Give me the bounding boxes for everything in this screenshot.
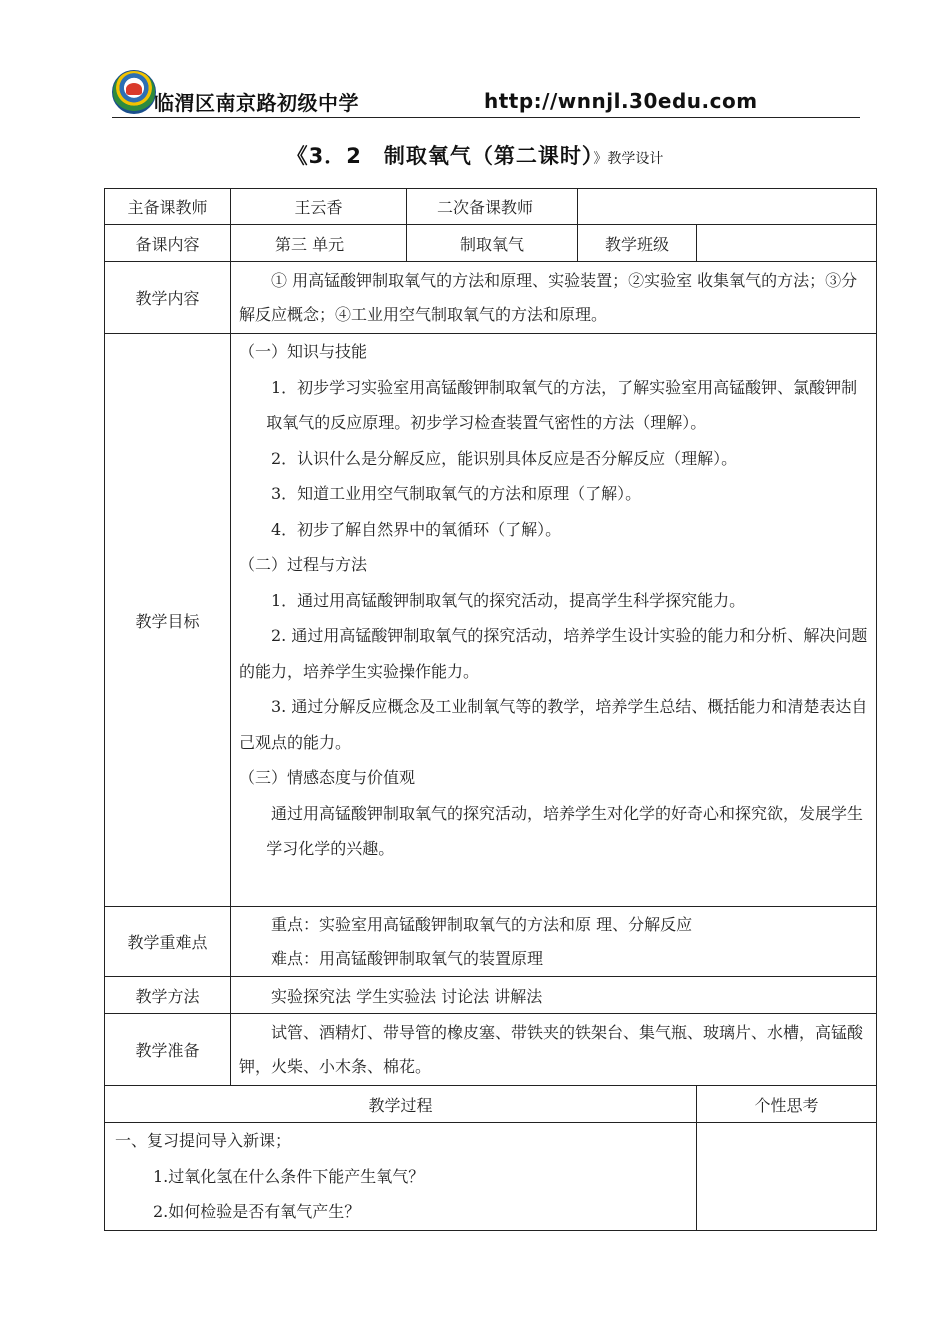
teaching-content-text: ① 用高锰酸钾制取氧气的方法和原理、实验装置；②实验室 收集氧气的方法；③分解反应概念；④工业用空气制取氧气的方法和原理。 (239, 270, 858, 324)
method-row (105, 977, 877, 1014)
process-step-1: 一、复习提问导入新课； (115, 1131, 292, 1150)
lesson-plan-table (104, 188, 877, 1231)
preparation-row (105, 1014, 877, 1086)
class-label: 教学班级 (578, 225, 697, 262)
method-label: 教学方法 (105, 977, 231, 1014)
preparation-cell (231, 1014, 877, 1086)
objective-knowledge-2: 2．认识什么是分解反应，能识别具体反应是否分解反应（理解）。 (271, 448, 738, 468)
process-header: 教学过程 (105, 1086, 697, 1123)
notes-header: 个性思考 (697, 1086, 877, 1123)
objective-knowledge-1: 1．初步学习实验室用高锰酸钾制取氧气的方法，了解实验室用高锰酸钾、氯酸钾制取氧气的反应原理。初步学习检查装置气密性的方法（理解）。 (266, 377, 858, 432)
notes-cell (697, 1123, 877, 1231)
objective-knowledge-3: 3．知道工业用空气制取氧气的方法和原理（了解）。 (271, 484, 642, 503)
method-text: 实验探究法 学生实验法 讨论法 讲解法 (231, 977, 877, 1014)
content-label: 备课内容 (105, 225, 231, 262)
objectives-label: 教学目标 (105, 334, 231, 907)
process-header-row (105, 1086, 877, 1123)
teaching-content-cell (231, 262, 877, 334)
preparation-text: 试管、酒精灯、带导管的橡皮塞、带铁夹的铁架台、集气瓶、玻璃片、水槽，高锰酸钾，火柴、小木条、棉花。 (239, 1022, 864, 1076)
key-points-row (105, 907, 877, 977)
preparation-label: 教学准备 (105, 1014, 231, 1086)
process-cell (105, 1123, 697, 1231)
title-suffix: 》教学设计 (593, 151, 664, 167)
school-url[interactable]: http://wnnjl.30edu.com (484, 89, 758, 113)
document-title (0, 140, 950, 170)
objective-section-process: （二）过程与方法 (239, 555, 368, 574)
objectives-cell (231, 334, 877, 907)
objective-process-3: 3. 通过分解反应概念及工业制氧气等的教学，培养学生总结、概括能力和清楚表达自己观点的能力。 (239, 697, 868, 752)
objective-process-1: 1．通过用高锰酸钾制取氧气的探究活动，提高学生科学探究能力。 (271, 590, 746, 610)
school-logo-icon (112, 70, 156, 114)
objective-process-2: 2. 通过用高锰酸钾制取氧气的探究活动，培养学生设计实验的能力和分析、解决问题的能力，培养学生实验操作能力。 (239, 626, 868, 681)
key-point-difficulty: 难点：用高锰酸钾制取氧气的装置原理 (271, 948, 544, 968)
teaching-content-row (105, 262, 877, 334)
key-points-label: 教学重难点 (105, 907, 231, 977)
process-question-1: 1.过氧化氢在什么条件下能产生氧气？ (153, 1166, 425, 1186)
page-header (112, 70, 860, 118)
teaching-content-label: 教学内容 (105, 262, 231, 334)
objective-section-knowledge: （一）知识与技能 (239, 342, 368, 361)
process-row (105, 1123, 877, 1231)
school-name: 临渭区南京路初级中学 (154, 91, 359, 115)
second-teacher-name (578, 189, 877, 225)
unit-value: 第三 单元 (231, 225, 407, 262)
teacher-label: 主备课教师 (105, 189, 231, 225)
second-teacher-label: 二次备课教师 (407, 189, 578, 225)
objective-attitude-1: 通过用高锰酸钾制取氧气的探究活动，培养学生对化学的好奇心和探究欲，发展学生学习化学的兴趣。 (266, 803, 863, 858)
process-question-2: 2.如何检验是否有氧气产生？ (153, 1202, 361, 1221)
key-point-focus: 重点：实验室用高锰酸钾制取氧气的方法和原 理、分解反应 (271, 914, 693, 934)
topic-value: 制取氧气 (407, 225, 578, 262)
objectives-row (105, 334, 877, 907)
content-row (105, 225, 877, 262)
header-divider (112, 117, 860, 118)
objective-section-attitude: （三）情感态度与价值观 (239, 768, 416, 787)
key-points-cell (231, 907, 877, 977)
class-value (697, 225, 877, 262)
teacher-name: 王云香 (231, 189, 407, 225)
objective-knowledge-4: 4．初步了解自然界中的氧循环（了解）。 (271, 519, 562, 539)
teacher-row (105, 189, 877, 225)
title-main: 《3．2 制取氧气（第二课时） (286, 144, 594, 168)
